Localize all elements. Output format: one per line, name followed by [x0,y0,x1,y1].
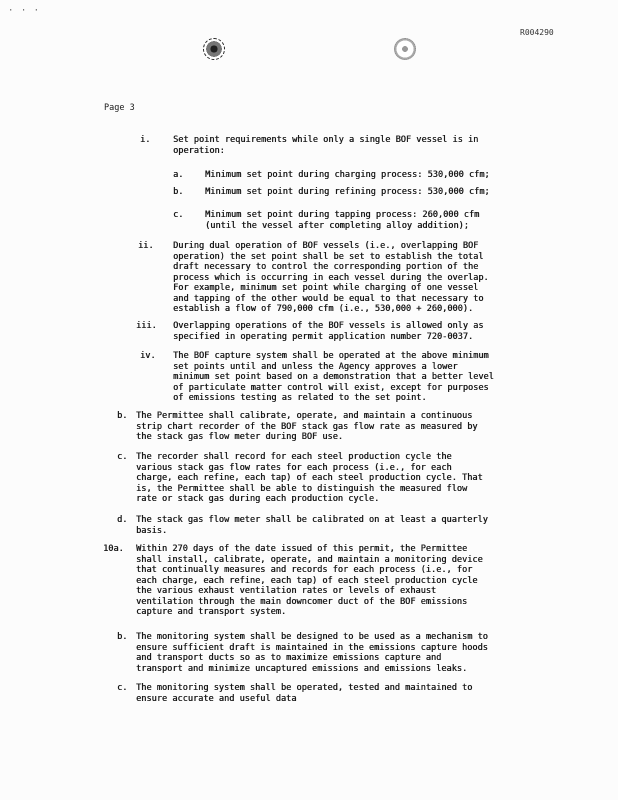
text-line: Minimum set point during charging process: 530,000 cfm; [205,170,490,180]
text-line: (until the vessel after completing alloy addition); [205,220,469,231]
text-line: The stack gas flow meter shall be calibrated on at least a quarterly [136,515,488,525]
item-i-text [173,135,478,156]
section-c-text [136,452,483,505]
seal-stamp-right [394,38,416,60]
section-10b-text [136,632,488,674]
text-line: minimum set point based on a demonstration that a better level [173,372,494,382]
section-marker-10a: 10a. [103,544,124,554]
item-marker-i: i. [140,135,151,145]
section-marker-d: d. [117,515,128,525]
text-line: Minimum set point during tapping process: 260,000 cfm [205,210,480,220]
text-line: For example, minimum set point while charging of one vessel [173,283,479,293]
text-line: shall install, calibrate, operate, and maintain a monitoring device [136,554,483,565]
text-line: specified in operating permit application number 720-0037. [173,331,474,342]
text-line: ensure accurate and useful data [136,693,297,704]
section-marker-10c: c. [117,683,128,693]
text-line: ventilation through the main downcomer duct of the BOF emissions [136,596,468,607]
text-line: process which is occurring in each vessel during the overlap. [173,272,489,283]
text-line: that continually measures and records for each process (i.e., for [136,565,473,575]
section-10a-text [136,544,483,618]
text-line: of particulate matter control will exist, except for purposes [173,382,489,393]
text-line: operation: [173,145,225,156]
seal-stamp-left [203,38,225,60]
text-line: ensure sufficient draft is maintained in the emissions capture hoods [136,642,488,653]
section-marker-b: b. [117,411,128,421]
item-marker-iv: iv. [140,351,156,361]
item-marker-iii: iii. [136,321,157,331]
text-line: establish a flow of 790,000 cfm (i.e., 530,000 + 260,000). [173,304,474,314]
section-marker-10b: b. [117,632,128,642]
item-a-text [205,170,490,181]
text-line: The monitoring system shall be operated, tested and maintained to [136,683,473,693]
text-line: The BOF capture system shall be operated at the above minimum [173,351,489,361]
item-b-text [205,187,490,198]
text-line: transport and minimize uncaptured emissions and emissions leaks. [136,663,468,674]
text-line: basis. [136,525,168,536]
item-c-text [205,210,479,231]
text-line: Overlapping operations of the BOF vessels is allowed only as [173,321,484,331]
text-line: and tapping of the other would be equal to that necessary to [173,293,484,304]
text-line: During dual operation of BOF vessels (i.e., overlapping BOF [173,241,479,251]
text-line: operation) the set point shall be set to establish the total [173,251,484,262]
text-line: each charge, each refine, each tap) of each steel production cycle [136,575,478,586]
document-id: R004290 [520,28,554,37]
text-line: the stack gas flow meter during BOF use. [136,432,343,442]
section-10c-text [136,683,472,704]
item-ii-text [173,241,489,315]
item-iii-text [173,321,483,342]
text-line: various stack gas flow rates for each process (i.e., for each [136,462,452,473]
text-line: strip chart recorder of the BOF stack gas flow rate as measured by [136,421,478,432]
item-marker-c: c. [173,210,184,220]
page-number: Page 3 [104,103,135,113]
text-line: Set point requirements while only a single BOF vessel is in [173,135,479,145]
text-line: Minimum set point during refining process: 530,000 cfm; [205,187,490,197]
text-line: of emissions testing as related to the set point. [173,393,427,403]
text-line: the various exhaust ventilation rates or levels of exhaust [136,586,437,596]
text-line: The recorder shall record for each steel production cycle the [136,452,452,462]
text-line: charge, each refine, each tap) of each steel production cycle. That [136,473,483,483]
text-line: The Permittee shall calibrate, operate, and maintain a continuous [136,411,473,421]
text-line: Within 270 days of the date issued of this permit, the Permittee [136,544,468,554]
section-d-text [136,515,488,536]
section-marker-c: c. [117,452,128,462]
item-marker-ii: ii. [138,241,154,251]
section-b-text [136,411,477,443]
text-line: is, the Permittee shall be able to distinguish the measured flow [136,483,468,494]
text-line: The monitoring system shall be designed to be used as a mechanism to [136,632,488,642]
item-marker-b: b. [173,187,184,197]
text-line: draft necessary to control the corresponding portion of the [173,262,479,272]
item-marker-a: a. [173,170,184,180]
text-line: set points until and unless the Agency approves a lower [173,361,458,372]
text-line: capture and transport system. [136,607,287,617]
text-line: and transport ducts so as to maximize emissions capture and [136,653,442,663]
corner-mark: · · · [8,6,41,16]
item-iv-text [173,351,494,404]
text-line: rate or stack gas during each production cycle. [136,494,380,504]
